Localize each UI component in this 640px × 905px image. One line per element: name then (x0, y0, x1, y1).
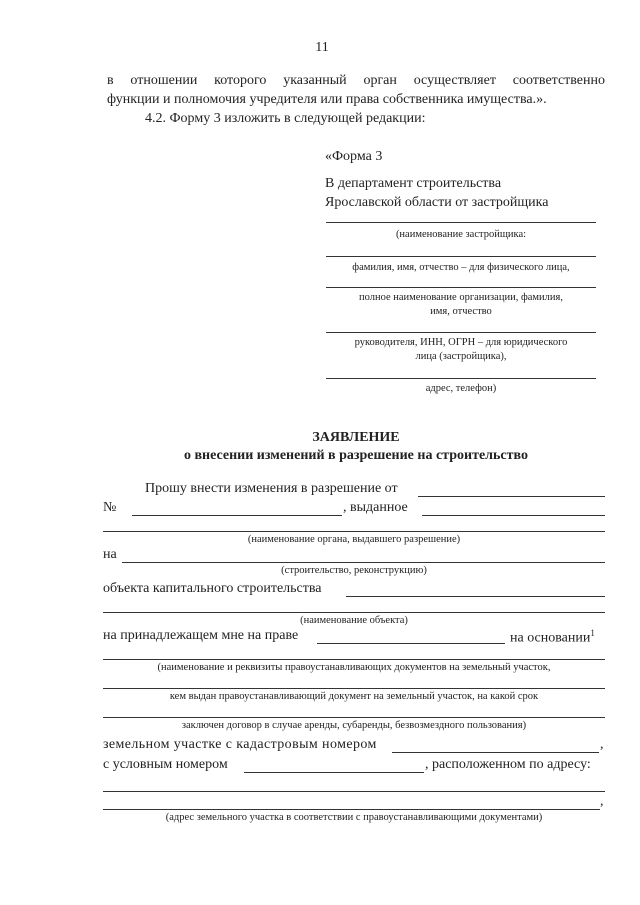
cadastral-number-line (392, 752, 599, 753)
applicant-line-4 (326, 332, 596, 333)
caption-address-phone: адрес, телефон) (425, 383, 497, 394)
organ-line (103, 531, 605, 532)
caption-organization-1: полное наименование организации, фамилия, (359, 292, 563, 303)
caption-docs-2: кем выдан правоустанавливающий документ на земельный участок, на какой срок (169, 691, 539, 702)
address-line-1 (103, 791, 605, 792)
address-line-2 (103, 809, 600, 810)
intro-line-2: функции и полномочия учредителя или права собственника имущества.». (107, 92, 547, 107)
permit-number-line (132, 515, 342, 516)
docs-line-1 (103, 659, 605, 660)
issued-by-line (422, 515, 605, 516)
caption-docs-1: (наименование и реквизиты правоустанавливающих документов на земельный участок, (157, 662, 551, 673)
plot-text: земельном участке с кадастровым номером (103, 737, 377, 752)
applicant-line-3 (326, 287, 596, 288)
caption-individual: фамилия, имя, отчество – для физического лица, (352, 262, 570, 273)
caption-applicant-name: (наименование застройщика: (395, 229, 527, 240)
number-sign: № (103, 500, 117, 515)
issued-text: , выданное (343, 500, 408, 515)
addressee-line-2: Ярославской области от застройщика (325, 195, 549, 210)
form-label: «Форма 3 (325, 149, 383, 164)
caption-construction-type: (строительство, реконструкцию) (281, 565, 427, 576)
object-text: объекта капитального строительства (103, 581, 322, 596)
applicant-name-line (326, 222, 596, 223)
caption-legal-1: руководителя, ИНН, ОГРН – для юридического (354, 337, 568, 348)
basis-text: на основании$^1$ (510, 628, 595, 646)
caption-object-name: (наименование объекта) (300, 615, 408, 626)
intro-line-1: в отношении которого указанный орган осуществляет соответственно (107, 73, 605, 88)
request-text: Прошу внести изменения в разрешение от (145, 481, 398, 496)
addressee-line-1: В департамент строительства (325, 176, 502, 191)
applicant-line-5 (326, 378, 596, 379)
object-line-2 (103, 612, 605, 613)
document-subtitle: о внесении изменений в разрешение на строительство (184, 448, 528, 463)
docs-line-3 (103, 717, 605, 718)
address-comma: , (600, 794, 604, 809)
on-text: на (103, 547, 117, 562)
construction-type-line (122, 562, 605, 563)
footnote-mark: 1 (590, 628, 595, 638)
caption-plot-address: (адрес земельного участка в соответствии с правоустанавливающими документами) (165, 812, 543, 823)
located-text: , расположенном по адресу: (425, 757, 591, 772)
intro-line-3: 4.2. Форму 3 изложить в следующей редакции: (145, 111, 426, 126)
caption-docs-3: заключен договор в случае аренды, субаренды, безвозмездного пользования) (181, 720, 527, 731)
permit-date-line (418, 496, 605, 497)
conditional-number-line (244, 772, 424, 773)
owned-text: на принадлежащем мне на праве (103, 628, 299, 643)
conditional-text: с условным номером (103, 757, 228, 772)
object-line (346, 596, 605, 597)
caption-organization-2: имя, отчество (430, 306, 492, 317)
caption-legal-2: лица (застройщика), (415, 351, 507, 362)
plot-comma: , (600, 737, 604, 752)
page-number: 11 (315, 40, 329, 55)
document-title: ЗАЯВЛЕНИЕ (312, 430, 400, 445)
docs-line-2 (103, 688, 605, 689)
applicant-line-2 (326, 256, 596, 257)
caption-issuing-organ: (наименование органа, выдавшего разрешение) (247, 534, 461, 545)
right-type-line (317, 643, 505, 644)
